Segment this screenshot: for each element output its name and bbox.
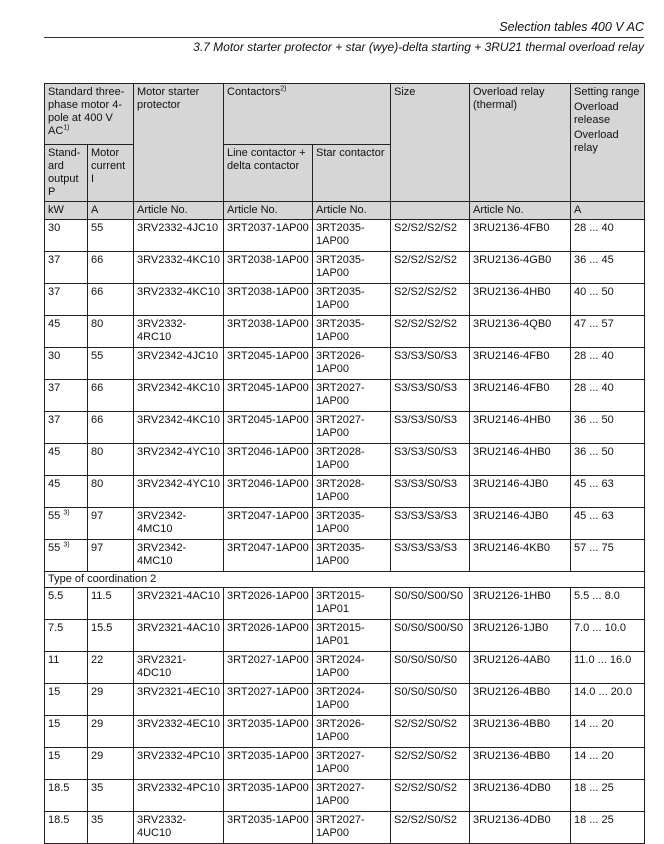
size-cell: S0/S0/S0/S0 — [391, 684, 470, 716]
current-cell: 11.5 — [88, 588, 134, 620]
star-contactor-cell: 3RT2015-1AP01 — [313, 588, 391, 620]
star-contactor-cell: 3RT2035-1AP00 — [313, 220, 391, 252]
current-cell: 66 — [88, 380, 134, 412]
star-contactor-cell: 3RT2027-1AP00 — [313, 380, 391, 412]
line-contactor-cell: 3RT2047-1AP00 — [224, 508, 313, 540]
table-row — [45, 780, 645, 812]
output-cell: 15 — [45, 716, 88, 748]
output-cell: 45 — [45, 444, 88, 476]
overload-relay-cell: 3RU2126-4BB0 — [470, 684, 571, 716]
output-cell: 18.5 — [45, 780, 88, 812]
size-header: Size — [391, 84, 470, 202]
star-contactor-cell: 3RT2027-1AP00 — [313, 748, 391, 780]
line-contactor-cell: 3RT2026-1AP00 — [224, 620, 313, 652]
table-row — [45, 508, 645, 540]
line-contactor-cell: 3RT2046-1AP00 — [224, 444, 313, 476]
table-row — [45, 652, 645, 684]
setting-range-cell: 45 ... 63 — [571, 476, 645, 508]
table-row — [45, 412, 645, 444]
size-cell: S0/S0/S00/S0 — [391, 620, 470, 652]
overload-relay-cell: 3RU2126-1HB0 — [470, 588, 571, 620]
protector-cell: 3RV2342-4MC10 — [134, 508, 224, 540]
overload-relay-header: Overload relay (thermal) — [470, 84, 571, 202]
unit-cell: A — [571, 202, 645, 220]
protector-cell: 3RV2342-4KC10 — [134, 380, 224, 412]
setting-range-cell: 45 ... 63 — [571, 508, 645, 540]
motor-current-header: Motor current I — [88, 145, 134, 202]
overload-relay-cell: 3RU2136-4DB0 — [470, 812, 571, 844]
overload-relay-cell: 3RU2146-4JB0 — [470, 476, 571, 508]
overload-relay-cell: 3RU2146-4JB0 — [470, 508, 571, 540]
protector-cell: 3RV2321-4DC10 — [134, 652, 224, 684]
unit-cell — [391, 202, 470, 220]
star-contactor-cell: 3RT2028-1AP00 — [313, 444, 391, 476]
table-row — [45, 620, 645, 652]
output-cell: 7.5 — [45, 620, 88, 652]
table-row — [45, 316, 645, 348]
output-cell: 37 — [45, 380, 88, 412]
output-cell: 37 — [45, 412, 88, 444]
unit-cell: Article No. — [313, 202, 391, 220]
motor-group-header: Standard three-phase motor 4-pole at 400 V AC$^{1)}$ — [45, 84, 134, 145]
protector-cell: 3RV2332-4JC10 — [134, 220, 224, 252]
size-cell: S3/S3/S0/S3 — [391, 444, 470, 476]
protector-cell: 3RV2342-4JC10 — [134, 348, 224, 380]
table-row — [45, 348, 645, 380]
overload-relay-cell: 3RU2136-4FB0 — [470, 220, 571, 252]
units-row — [45, 202, 645, 220]
line-contactor-cell: 3RT2038-1AP00 — [224, 284, 313, 316]
size-cell: S0/S0/S00/S0 — [391, 588, 470, 620]
table-row — [45, 380, 645, 412]
size-cell: S2/S2/S0/S2 — [391, 716, 470, 748]
line-contactor-cell: 3RT2035-1AP00 — [224, 812, 313, 844]
unit-cell: kW — [45, 202, 88, 220]
star-contactor-cell: 3RT2027-1AP00 — [313, 780, 391, 812]
current-cell: 29 — [88, 748, 134, 780]
line-contactor-cell: 3RT2038-1AP00 — [224, 252, 313, 284]
line-contactor-cell: 3RT2035-1AP00 — [224, 748, 313, 780]
overload-relay-cell: 3RU2136-4BB0 — [470, 716, 571, 748]
size-cell: S2/S2/S2/S2 — [391, 284, 470, 316]
size-cell: S3/S3/S0/S3 — [391, 476, 470, 508]
table-row — [45, 284, 645, 316]
setting-range-cell: 28 ... 40 — [571, 220, 645, 252]
table-body — [45, 220, 645, 844]
output-cell: 55 $^{3)}$ — [45, 540, 88, 572]
setting-range-cell: 36 ... 50 — [571, 412, 645, 444]
star-contactor-cell: 3RT2028-1AP00 — [313, 476, 391, 508]
line-contactor-cell: 3RT2047-1AP00 — [224, 540, 313, 572]
setting-range-cell: 5.5 ... 8.0 — [571, 588, 645, 620]
current-cell: 35 — [88, 780, 134, 812]
overload-relay-cell: 3RU2146-4HB0 — [470, 444, 571, 476]
line-contactor-cell: 3RT2027-1AP00 — [224, 684, 313, 716]
line-contactor-cell: 3RT2027-1AP00 — [224, 652, 313, 684]
setting-range-cell: 28 ... 40 — [571, 380, 645, 412]
current-cell: 80 — [88, 316, 134, 348]
protector-cell: 3RV2321-4AC10 — [134, 620, 224, 652]
protector-cell: 3RV2332-4KC10 — [134, 284, 224, 316]
setting-range-cell: 36 ... 45 — [571, 252, 645, 284]
protector-cell: 3RV2321-4EC10 — [134, 684, 224, 716]
current-cell: 80 — [88, 444, 134, 476]
line-contactor-cell: 3RT2026-1AP00 — [224, 588, 313, 620]
current-cell: 80 — [88, 476, 134, 508]
output-cell: 18.5 — [45, 812, 88, 844]
current-cell: 97 — [88, 540, 134, 572]
star-contactor-cell: 3RT2035-1AP00 — [313, 316, 391, 348]
contactors-header: Contactors$^{2)}$ — [224, 84, 391, 145]
overload-relay-cell: 3RU2146-4KB0 — [470, 540, 571, 572]
table-row — [45, 540, 645, 572]
size-cell: S3/S3/S0/S3 — [391, 348, 470, 380]
line-contactor-cell: 3RT2038-1AP00 — [224, 316, 313, 348]
star-contactor-cell: 3RT2015-1AP01 — [313, 620, 391, 652]
protector-cell: 3RV2332-4RC10 — [134, 316, 224, 348]
table-row — [45, 588, 645, 620]
unit-cell: Article No. — [134, 202, 224, 220]
coordination-section-label: Type of coordination 2 — [45, 572, 645, 588]
setting-range-cell: 57 ... 75 — [571, 540, 645, 572]
protector-cell: 3RV2342-4YC10 — [134, 476, 224, 508]
output-cell: 15 — [45, 748, 88, 780]
protector-cell: 3RV2332-4KC10 — [134, 252, 224, 284]
unit-cell: Article No. — [470, 202, 571, 220]
output-cell: 5.5 — [45, 588, 88, 620]
line-contactor-cell: 3RT2045-1AP00 — [224, 380, 313, 412]
line-contactor-cell: 3RT2037-1AP00 — [224, 220, 313, 252]
current-cell: 66 — [88, 252, 134, 284]
table-row — [45, 812, 645, 844]
protector-cell: 3RV2342-4KC10 — [134, 412, 224, 444]
current-cell: 29 — [88, 716, 134, 748]
setting-range-cell: 11.0 ... 16.0 — [571, 652, 645, 684]
star-contactor-cell: 3RT2035-1AP00 — [313, 252, 391, 284]
header-rule — [44, 37, 644, 38]
std-output-header: Stand-ard output P — [45, 145, 88, 202]
size-cell: S3/S3/S0/S3 — [391, 412, 470, 444]
section-title: 3.7 Motor starter protector + star (wye)-delta starting + 3RU21 thermal overload relay — [193, 40, 644, 54]
current-cell: 22 — [88, 652, 134, 684]
output-cell: 15 — [45, 684, 88, 716]
output-cell: 30 — [45, 348, 88, 380]
star-contactor-cell: 3RT2035-1AP00 — [313, 284, 391, 316]
protector-cell: 3RV2321-4AC10 — [134, 588, 224, 620]
setting-range-cell: 14.0 ... 20.0 — [571, 684, 645, 716]
setting-range-cell: 7.0 ... 10.0 — [571, 620, 645, 652]
overload-relay-cell: 3RU2126-4AB0 — [470, 652, 571, 684]
table-row — [45, 716, 645, 748]
star-contactor-header: Star contactor — [313, 145, 391, 202]
unit-cell: Article No. — [224, 202, 313, 220]
table-row — [45, 684, 645, 716]
star-contactor-cell: 3RT2026-1AP00 — [313, 716, 391, 748]
current-cell: 97 — [88, 508, 134, 540]
output-cell: 55 $^{3)}$ — [45, 508, 88, 540]
overload-relay-cell: 3RU2136-4GB0 — [470, 252, 571, 284]
overload-relay-cell: 3RU2136-4BB0 — [470, 748, 571, 780]
overload-relay-cell: 3RU2126-1JB0 — [470, 620, 571, 652]
size-cell: S3/S3/S0/S3 — [391, 380, 470, 412]
star-contactor-cell: 3RT2035-1AP00 — [313, 540, 391, 572]
overload-relay-cell: 3RU2136-4DB0 — [470, 780, 571, 812]
current-cell: 15.5 — [88, 620, 134, 652]
current-cell: 66 — [88, 284, 134, 316]
current-cell: 55 — [88, 220, 134, 252]
setting-range-header: Setting range Overload release Overload relay — [571, 84, 645, 202]
setting-range-cell: 36 ... 50 — [571, 444, 645, 476]
line-contactor-cell: 3RT2045-1AP00 — [224, 412, 313, 444]
table-head — [45, 84, 645, 220]
line-contactor-cell: 3RT2035-1AP00 — [224, 780, 313, 812]
current-cell: 66 — [88, 412, 134, 444]
size-cell: S2/S2/S0/S2 — [391, 812, 470, 844]
overload-relay-cell: 3RU2146-4FB0 — [470, 348, 571, 380]
line-contactor-header: Line contactor + delta contactor — [224, 145, 313, 202]
output-cell: 45 — [45, 476, 88, 508]
setting-range-cell: 40 ... 50 — [571, 284, 645, 316]
size-cell: S2/S2/S2/S2 — [391, 252, 470, 284]
star-contactor-cell: 3RT2024-1AP00 — [313, 652, 391, 684]
current-cell: 29 — [88, 684, 134, 716]
overload-relay-cell: 3RU2146-4FB0 — [470, 380, 571, 412]
overload-relay-cell: 3RU2146-4HB0 — [470, 412, 571, 444]
size-cell: S0/S0/S0/S0 — [391, 652, 470, 684]
protector-header: Motor starter protector — [134, 84, 224, 202]
table-row — [45, 220, 645, 252]
protector-cell: 3RV2332-4PC10 — [134, 780, 224, 812]
size-cell: S3/S3/S3/S3 — [391, 540, 470, 572]
output-cell: 45 — [45, 316, 88, 348]
setting-range-cell: 18 ... 25 — [571, 812, 645, 844]
current-cell: 35 — [88, 812, 134, 844]
table-row — [45, 476, 645, 508]
current-cell: 55 — [88, 348, 134, 380]
selection-table — [44, 83, 645, 844]
running-header-title: Selection tables 400 V AC — [499, 20, 644, 34]
output-cell: 37 — [45, 252, 88, 284]
line-contactor-cell: 3RT2046-1AP00 — [224, 476, 313, 508]
footnote-marker: 3) — [63, 509, 70, 517]
overload-relay-cell: 3RU2136-4QB0 — [470, 316, 571, 348]
star-contactor-cell: 3RT2026-1AP00 — [313, 348, 391, 380]
size-cell: S2/S2/S2/S2 — [391, 316, 470, 348]
output-cell: 30 — [45, 220, 88, 252]
table-row — [45, 252, 645, 284]
protector-cell: 3RV2332-4UC10 — [134, 812, 224, 844]
protector-cell: 3RV2342-4YC10 — [134, 444, 224, 476]
footnote-marker: 3) — [63, 541, 70, 549]
protector-cell: 3RV2332-4PC10 — [134, 748, 224, 780]
setting-range-cell: 28 ... 40 — [571, 348, 645, 380]
star-contactor-cell: 3RT2024-1AP00 — [313, 684, 391, 716]
size-cell: S2/S2/S2/S2 — [391, 220, 470, 252]
line-contactor-cell: 3RT2035-1AP00 — [224, 716, 313, 748]
star-contactor-cell: 3RT2027-1AP00 — [313, 812, 391, 844]
setting-range-cell: 18 ... 25 — [571, 780, 645, 812]
unit-cell: A — [88, 202, 134, 220]
setting-range-cell: 14 ... 20 — [571, 716, 645, 748]
table-row — [45, 444, 645, 476]
star-contactor-cell: 3RT2027-1AP00 — [313, 412, 391, 444]
output-cell: 11 — [45, 652, 88, 684]
protector-cell: 3RV2342-4MC10 — [134, 540, 224, 572]
table-row — [45, 748, 645, 780]
size-cell: S2/S2/S0/S2 — [391, 780, 470, 812]
setting-range-cell: 14 ... 20 — [571, 748, 645, 780]
star-contactor-cell: 3RT2035-1AP00 — [313, 508, 391, 540]
line-contactor-cell: 3RT2045-1AP00 — [224, 348, 313, 380]
protector-cell: 3RV2332-4EC10 — [134, 716, 224, 748]
size-cell: S2/S2/S0/S2 — [391, 748, 470, 780]
size-cell: S3/S3/S3/S3 — [391, 508, 470, 540]
setting-range-cell: 47 ... 57 — [571, 316, 645, 348]
output-cell: 37 — [45, 284, 88, 316]
overload-relay-cell: 3RU2136-4HB0 — [470, 284, 571, 316]
